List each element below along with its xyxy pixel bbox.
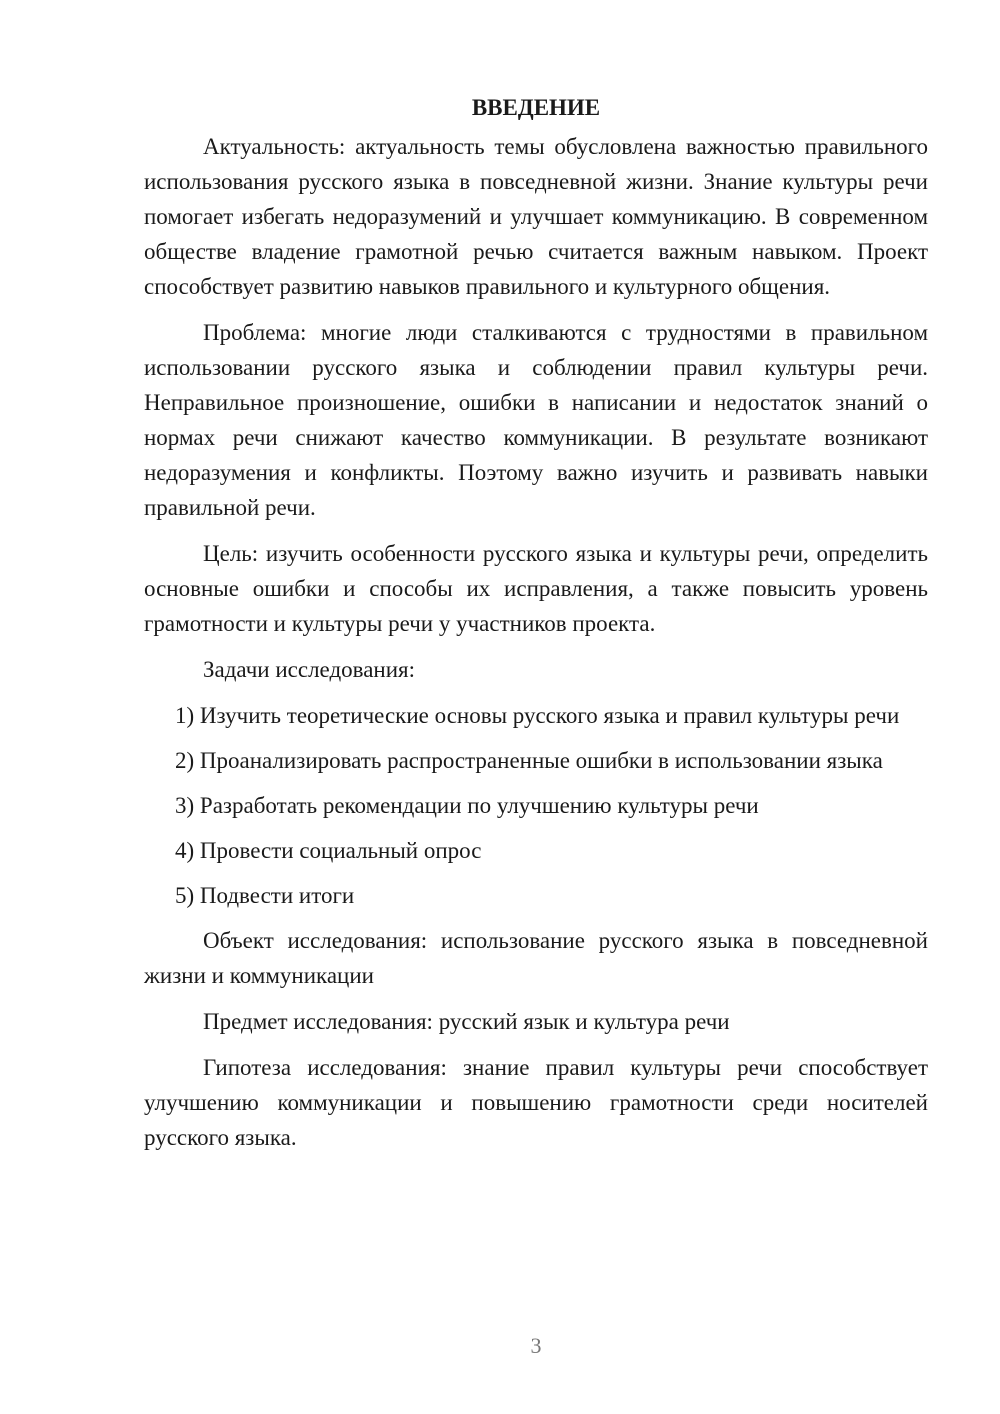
list-item: 3) Разработать рекомендации по улучшению культуры речи: [175, 793, 759, 818]
tasks-heading: Задачи исследования:: [203, 657, 416, 682]
relevance-paragraph: Актуальность: актуальность темы обусловлена важностью правильного использования русского языка в повседневной жизни. Знание культуры речи помогает избегать недоразумений и улучшает коммуникацию. В современном обществе владение грамотной речью считается важным навыком. Проект способствует развитию навыков правильного и культурного общения.: [144, 134, 928, 299]
list-item: 2) Проанализировать распространенные ошибки в использовании языка: [175, 748, 883, 773]
list-item: 5) Подвести итоги: [175, 883, 355, 908]
list-item: 4) Провести социальный опрос: [175, 838, 482, 863]
object-paragraph: Объект исследования: использование русского языка в повседневной жизни и коммуникации: [144, 928, 928, 988]
problem-paragraph: Проблема: многие люди сталкиваются с трудностями в правильном использовании русского языка и соблюдении правил культуры речи. Неправильное произношение, ошибки в написании и недостаток знаний о нормах речи снижают качество коммуникации. В результате возникают недоразумения и конфликты. Поэтому важно изучить и развивать навыки правильной речи.: [144, 320, 928, 520]
page-title: ВВЕДЕНИЕ: [471, 95, 601, 120]
list-item: 1) Изучить теоретические основы русского языка и правил культуры речи: [175, 703, 900, 728]
goal-paragraph: Цель: изучить особенности русского языка и культуры речи, определить основные ошибки и способы их исправления, а также повысить уровень грамотности и культуры речи у участников проекта.: [144, 541, 928, 636]
document-page: [144, 90, 928, 1166]
hypothesis-paragraph: Гипотеза исследования: знание правил культуры речи способствует улучшению коммуникации и повышению грамотности среди носителей русского языка.: [144, 1055, 928, 1150]
subject-paragraph: Предмет исследования: русский язык и культура речи: [203, 1009, 730, 1034]
tasks-list: [144, 698, 928, 913]
page-number: 3: [530, 1333, 542, 1358]
